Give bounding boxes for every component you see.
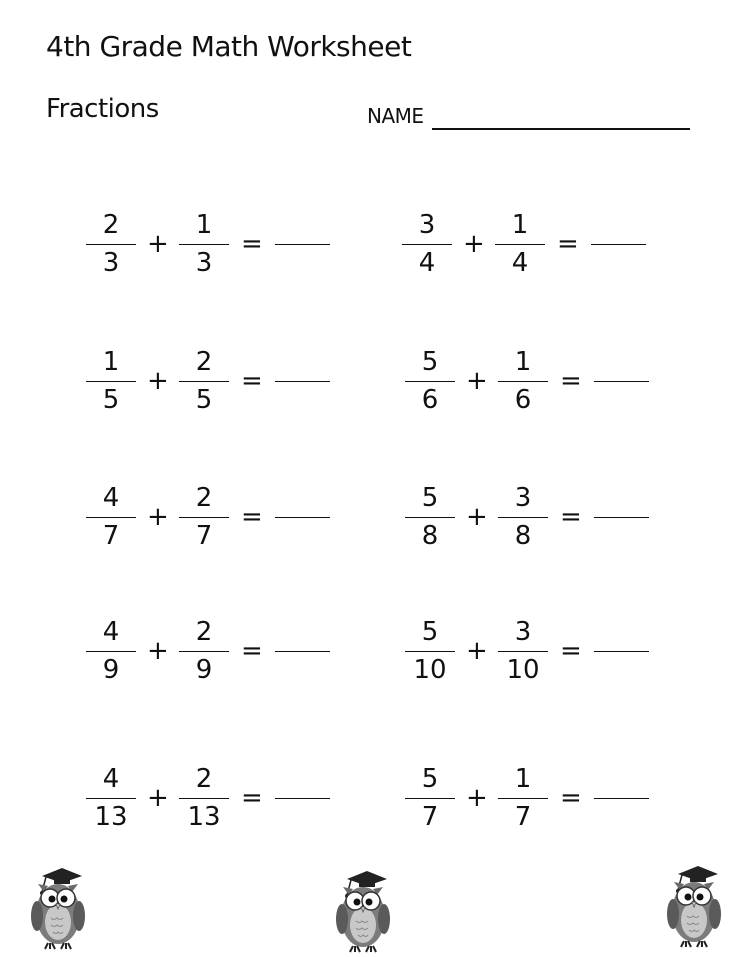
plus-sign: + [463, 229, 485, 259]
denominator: 3 [195, 248, 213, 278]
numerator: 5 [421, 617, 439, 647]
denominator: 7 [195, 521, 213, 551]
answer-blank[interactable] [275, 798, 330, 799]
fraction-b [495, 210, 545, 280]
fraction-problem-3 [86, 347, 346, 417]
numerator: 1 [514, 764, 532, 794]
answer-blank[interactable] [594, 381, 649, 382]
denominator: 9 [102, 655, 120, 685]
numerator: 5 [421, 764, 439, 794]
equals-sign: = [241, 229, 263, 259]
fraction-b [179, 617, 229, 687]
fraction-b [179, 210, 229, 280]
fraction-bar [495, 244, 545, 245]
numerator: 2 [195, 347, 213, 377]
fraction-problem-10 [405, 764, 665, 834]
denominator: 13 [187, 802, 221, 832]
numerator: 1 [102, 347, 120, 377]
denominator: 4 [511, 248, 529, 278]
owl-graduate-icon [331, 865, 395, 953]
fraction-bar [179, 798, 229, 799]
numerator: 2 [195, 764, 213, 794]
fraction-bar [498, 381, 548, 382]
numerator: 1 [511, 210, 529, 240]
denominator: 10 [506, 655, 540, 685]
plus-sign: + [466, 502, 488, 532]
fraction-a [86, 764, 136, 834]
answer-blank[interactable] [275, 244, 330, 245]
fraction-bar [498, 798, 548, 799]
denominator: 8 [421, 521, 439, 551]
fraction-problem-9 [86, 764, 346, 834]
fraction-problem-5 [86, 483, 346, 553]
owl-graduate-icon [662, 860, 726, 948]
fraction-problem-1 [86, 210, 346, 280]
fraction-a [86, 617, 136, 687]
denominator: 5 [102, 385, 120, 415]
equals-sign: = [560, 366, 582, 396]
fraction-b [179, 483, 229, 553]
denominator: 13 [94, 802, 128, 832]
fraction-problem-7 [86, 617, 346, 687]
answer-blank[interactable] [594, 798, 649, 799]
plus-sign: + [147, 229, 169, 259]
answer-blank[interactable] [594, 651, 649, 652]
denominator: 3 [102, 248, 120, 278]
fraction-b [498, 617, 548, 687]
fraction-bar [179, 651, 229, 652]
equals-sign: = [560, 636, 582, 666]
plus-sign: + [466, 783, 488, 813]
equals-sign: = [241, 636, 263, 666]
equals-sign: = [557, 229, 579, 259]
denominator: 9 [195, 655, 213, 685]
equals-sign: = [241, 783, 263, 813]
numerator: 2 [102, 210, 120, 240]
answer-blank[interactable] [594, 517, 649, 518]
fraction-bar [498, 651, 548, 652]
denominator: 10 [413, 655, 447, 685]
answer-blank[interactable] [591, 244, 646, 245]
denominator: 7 [102, 521, 120, 551]
fraction-b [498, 764, 548, 834]
fraction-bar [405, 517, 455, 518]
equals-sign: = [560, 783, 582, 813]
numerator: 1 [195, 210, 213, 240]
fraction-bar [405, 651, 455, 652]
fraction-a [405, 764, 455, 834]
denominator: 4 [418, 248, 436, 278]
plus-sign: + [147, 636, 169, 666]
numerator: 2 [195, 483, 213, 513]
fraction-b [179, 764, 229, 834]
numerator: 2 [195, 617, 213, 647]
fraction-problem-4 [405, 347, 665, 417]
fraction-problem-8 [405, 617, 665, 687]
fraction-bar [86, 651, 136, 652]
fraction-a [405, 617, 455, 687]
plus-sign: + [466, 366, 488, 396]
fraction-bar [405, 381, 455, 382]
answer-blank[interactable] [275, 651, 330, 652]
section-title: Fractions [46, 94, 159, 124]
numerator: 4 [102, 617, 120, 647]
fraction-bar [86, 517, 136, 518]
fraction-a [86, 347, 136, 417]
fraction-a [405, 483, 455, 553]
numerator: 3 [418, 210, 436, 240]
fraction-bar [86, 381, 136, 382]
numerator: 5 [421, 483, 439, 513]
plus-sign: + [147, 366, 169, 396]
denominator: 5 [195, 385, 213, 415]
numerator: 4 [102, 764, 120, 794]
page-title: 4th Grade Math Worksheet [46, 30, 412, 63]
fraction-a [402, 210, 452, 280]
fraction-bar [179, 517, 229, 518]
fraction-bar [498, 517, 548, 518]
answer-blank[interactable] [275, 381, 330, 382]
fraction-b [498, 347, 548, 417]
owl-graduate-icon [26, 862, 90, 950]
equals-sign: = [241, 366, 263, 396]
denominator: 6 [421, 385, 439, 415]
fraction-b [179, 347, 229, 417]
denominator: 7 [514, 802, 532, 832]
equals-sign: = [241, 502, 263, 532]
fraction-problem-2 [402, 210, 662, 280]
numerator: 1 [514, 347, 532, 377]
denominator: 8 [514, 521, 532, 551]
fraction-a [405, 347, 455, 417]
fraction-b [498, 483, 548, 553]
fraction-bar [405, 798, 455, 799]
fraction-problem-6 [405, 483, 665, 553]
denominator: 6 [514, 385, 532, 415]
fraction-bar [179, 244, 229, 245]
plus-sign: + [147, 783, 169, 813]
fraction-a [86, 483, 136, 553]
denominator: 7 [421, 802, 439, 832]
fraction-bar [86, 798, 136, 799]
answer-blank[interactable] [275, 517, 330, 518]
fraction-a [86, 210, 136, 280]
name-field-line[interactable] [432, 128, 690, 130]
numerator: 4 [102, 483, 120, 513]
plus-sign: + [147, 502, 169, 532]
fraction-bar [179, 381, 229, 382]
numerator: 3 [514, 617, 532, 647]
numerator: 3 [514, 483, 532, 513]
name-label: NAME [367, 104, 424, 128]
numerator: 5 [421, 347, 439, 377]
fraction-bar [402, 244, 452, 245]
equals-sign: = [560, 502, 582, 532]
fraction-bar [86, 244, 136, 245]
plus-sign: + [466, 636, 488, 666]
